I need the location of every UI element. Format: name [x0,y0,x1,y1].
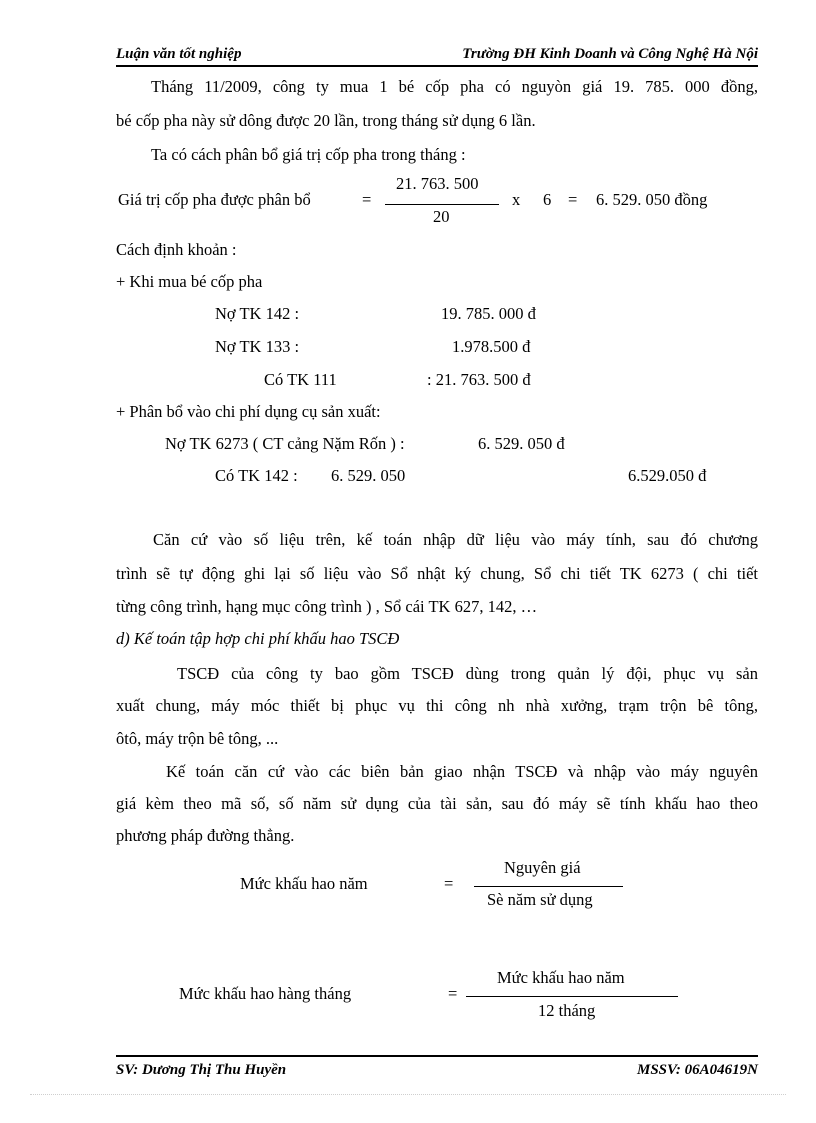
formula3-equals: = [448,984,458,1003]
header-rule [116,65,758,67]
entry-co142-label: Có TK 142 : [215,466,298,485]
formula1-equals: = [362,190,372,209]
formula2-numerator: Nguyên giá [504,858,581,877]
header-right: Trường ĐH Kinh Doanh và Công Nghệ Hà Nội [462,46,758,62]
formula3-fraction-bar [466,996,678,997]
para1-line1: Tháng 11/2009, công ty mua 1 bé cốp pha có nguyòn giá 19. 785. 000 đồng, [151,77,758,96]
header-left: Luận văn tốt nghiệp [116,46,242,62]
entry-no6273-value: 6. 529. 050 đ [478,434,565,453]
entry-co142-right: 6.529.050 đ [628,466,707,485]
para5-line3: phương pháp đường thẳng. [116,826,295,845]
entry-no142-label: Nợ TK 142 : [215,304,300,323]
para5-line1: Kế toán căn cứ vào các biên bản giao nhận TSCĐ và nhập vào máy nguyên [166,762,758,781]
formula1-equals-2: = [568,190,578,209]
footer-rule [116,1055,758,1057]
formula1-fraction-bar [385,204,499,205]
formula2-equals: = [444,874,454,893]
para2: Ta có cách phân bổ giá trị cốp pha trong tháng : [151,145,466,164]
formula1-result: 6. 529. 050 đồng [596,190,708,209]
para4-line2: xuất chung, máy móc thiết bị phục vụ thi công nh nhà xưởng, trạm trộn bê tông, [116,696,758,715]
section-d-heading: d) Kế toán tập hợp chi phí khấu hao TSCĐ [116,629,400,648]
entry-no133-label: Nợ TK 133 : [215,337,300,356]
entry-no142-value: 19. 785. 000 đ [441,304,536,323]
formula2-denominator: Sè năm sử dụng [487,890,593,909]
formula1-numerator: 21. 763. 500 [396,174,479,193]
buy-title: + Khi mua bé cốp pha [116,272,263,291]
entry-co111-value: : 21. 763. 500 đ [427,370,531,389]
para3-line1: Căn cứ vào số liệu trên, kế toán nhập dữ liệu vào máy tính, sau đó chương [153,530,758,549]
formula2-label: Mức khấu hao năm [240,874,368,893]
para4-line1: TSCĐ của công ty bao gồm TSCĐ dùng trong quản lý đội, phục vụ sản [177,664,758,683]
entry-co111-label: Có TK 111 [264,370,337,389]
alloc-title: + Phân bổ vào chi phí dụng cụ sản xuất: [116,402,381,421]
formula1-factor: 6 [543,190,552,209]
footer-right: MSSV: 06A04619N [637,1062,758,1078]
formula3-label: Mức khấu hao hàng tháng [179,984,352,1003]
para5-line2: giá kèm theo mã số, số năm sử dụng của tài sản, sau đó máy sẽ tính khấu hao theo [116,794,758,813]
para4-line3: ôtô, máy trộn bê tông, ... [116,729,279,748]
formula2-fraction-bar [474,886,623,887]
entry-no6273-label: Nợ TK 6273 ( CT cảng Nặm Rốn ) : [165,434,405,453]
entry-no133-value: 1.978.500 đ [452,337,531,356]
para1-line2: bé cốp pha này sử dông được 20 lần, trong tháng sử dụng 6 lần. [116,111,536,130]
page-bottom-dotted-border [30,1094,786,1095]
formula3-denominator: 12 tháng [538,1001,596,1020]
para3-line2: trình sẽ tự động ghi lại số liệu vào Sổ nhật ký chung, Sổ chi tiết TK 6273 ( chi tiết [116,564,758,583]
formula1-denominator: 20 [433,207,450,226]
footer-left: SV: Dương Thị Thu Huyền [116,1062,287,1078]
formula1-label: Giá trị cốp pha được phân bổ [118,190,311,209]
formula3-numerator: Mức khấu hao năm [497,968,625,987]
para3-line3: từng công trình, hạng mục công trình ) , Sổ cái TK 627, 142, … [116,597,538,616]
entry-co142-value: 6. 529. 050 [331,466,406,485]
entries-title: Cách định khoản : [116,240,237,259]
formula1-times: x [512,190,521,209]
